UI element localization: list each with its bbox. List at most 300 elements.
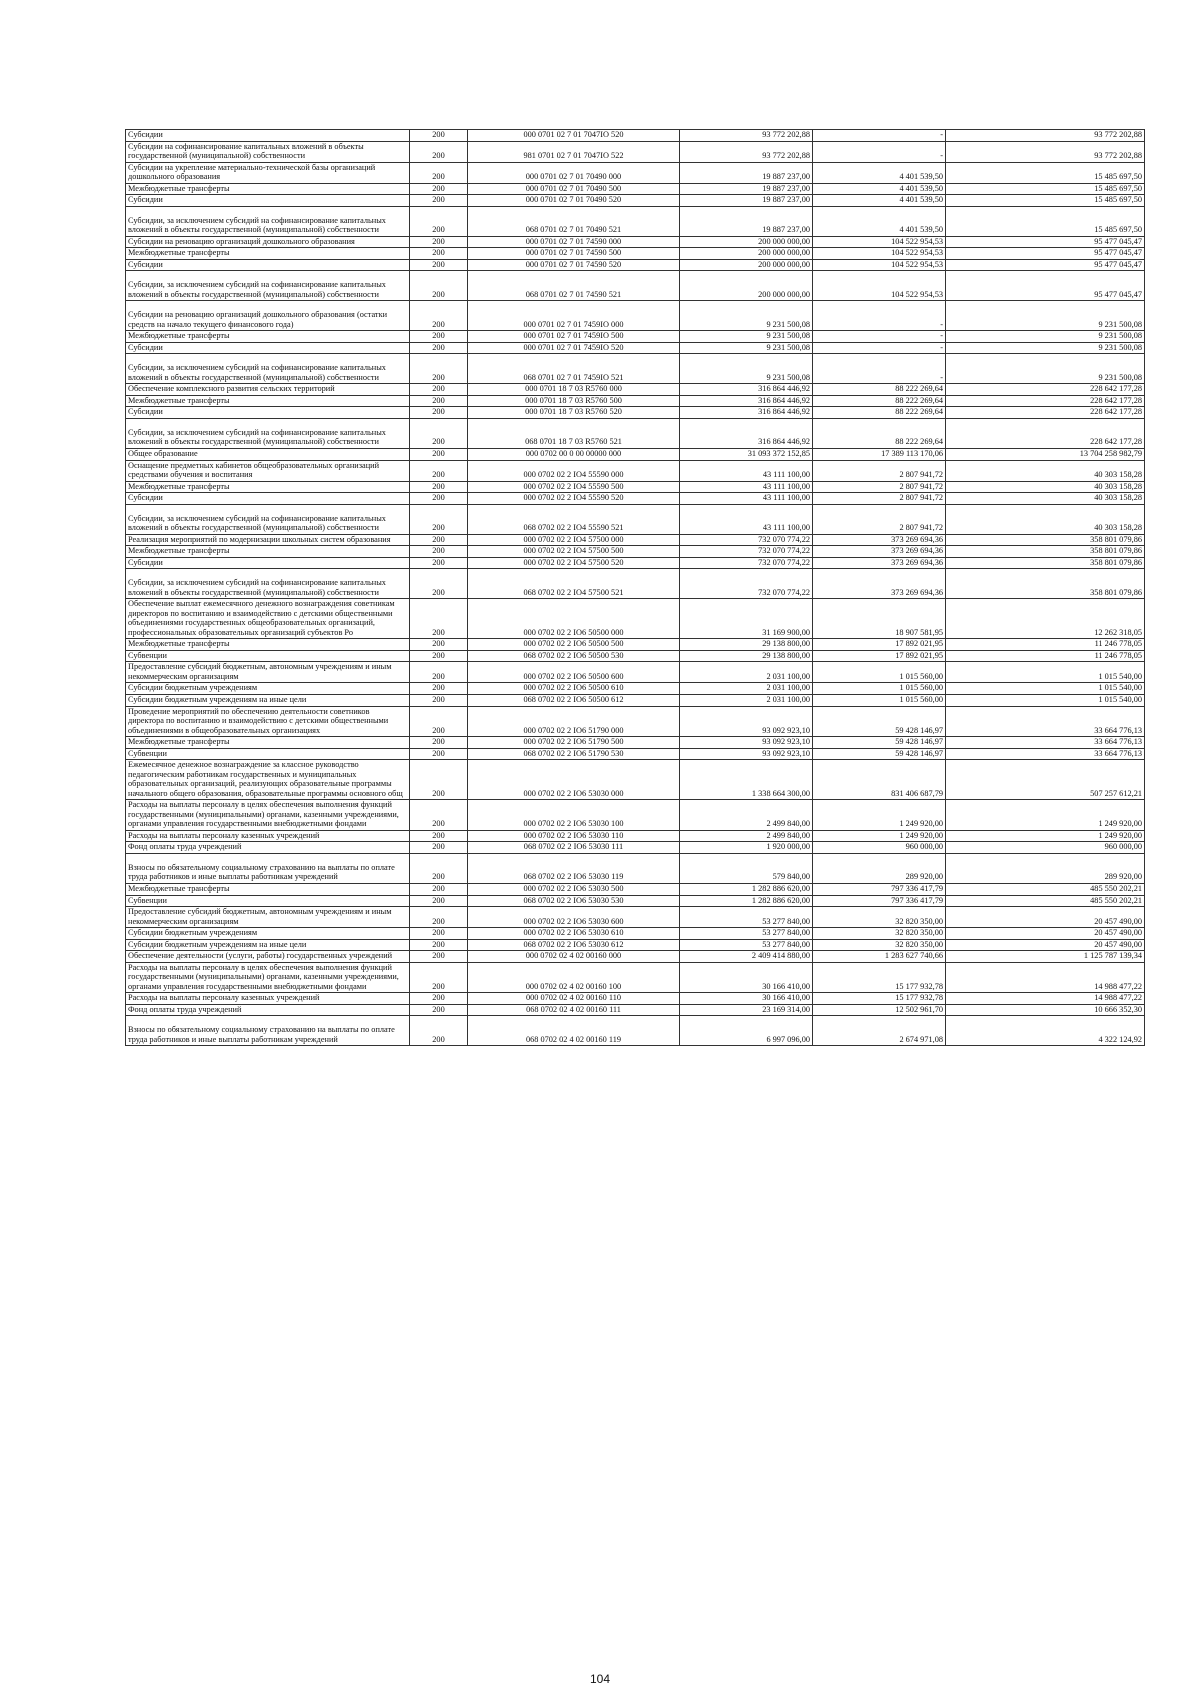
row-code-cell: 200 [410,493,468,505]
row-name-cell: Фонд оплаты труда учреждений [126,842,410,854]
row-kbk-cell: 068 0702 02 2 IO6 53030 612 [468,939,680,951]
row-executed-cell: 15 177 932,78 [813,993,946,1005]
row-name-cell: Субсидии, за исключением субсидий на софинансирование капитальных вложений в объекты государственной (муниципальной) собственности [126,418,410,448]
row-name-cell: Межбюджетные трансферты [126,183,410,195]
row-kbk-cell: 000 0701 02 7 01 74590 500 [468,248,680,260]
row-approved-cell: 30 166 410,00 [680,993,813,1005]
row-kbk-cell: 981 0701 02 7 01 7047IO 522 [468,141,680,162]
row-unexecuted-cell: 93 772 202,88 [946,130,1145,142]
row-name-cell: Субсидии [126,130,410,142]
row-code-cell: 200 [410,895,468,907]
row-code-cell: 200 [410,907,468,928]
table-row [126,928,1145,940]
row-name-cell: Субсидии на реновацию организаций дошкольного образования [126,236,410,248]
row-code-cell: 200 [410,183,468,195]
row-name-cell: Субсидии [126,259,410,271]
row-unexecuted-cell: 1 015 540,00 [946,695,1145,707]
row-approved-cell: 200 000 000,00 [680,271,813,301]
row-unexecuted-cell: 40 303 158,28 [946,481,1145,493]
row-unexecuted-cell: 9 231 500,08 [946,301,1145,331]
row-unexecuted-cell: 358 801 079,86 [946,569,1145,599]
row-code-cell: 200 [410,504,468,534]
row-name-cell: Взносы по обязательному социальному страхованию на выплаты по оплате труда работников и иные выплаты работникам учреждений [126,853,410,883]
table-body [126,130,1145,1046]
row-unexecuted-cell: 1 125 787 139,34 [946,951,1145,963]
row-unexecuted-cell: 358 801 079,86 [946,534,1145,546]
row-approved-cell: 579 840,00 [680,853,813,883]
row-executed-cell: 32 820 350,00 [813,939,946,951]
row-kbk-cell: 000 0702 02 2 IO6 53030 100 [468,800,680,831]
row-code-cell: 200 [410,141,468,162]
row-kbk-cell: 000 0702 02 2 IO6 53030 500 [468,883,680,895]
row-executed-cell: 18 907 581,95 [813,599,946,639]
row-approved-cell: 316 864 446,92 [680,395,813,407]
row-code-cell: 200 [410,130,468,142]
row-kbk-cell: 000 0702 02 4 02 00160 100 [468,962,680,993]
row-kbk-cell: 000 0701 18 7 03 R5760 520 [468,407,680,419]
table-row [126,384,1145,396]
table-row [126,407,1145,419]
row-unexecuted-cell: 93 772 202,88 [946,141,1145,162]
row-code-cell: 200 [410,748,468,760]
row-unexecuted-cell: 228 642 177,28 [946,395,1145,407]
row-unexecuted-cell: 9 231 500,08 [946,354,1145,384]
table-row [126,939,1145,951]
table-row [126,1004,1145,1016]
row-executed-cell: 373 269 694,36 [813,557,946,569]
row-unexecuted-cell: 228 642 177,28 [946,407,1145,419]
table-row [126,842,1145,854]
row-executed-cell: 88 222 269,64 [813,407,946,419]
row-code-cell: 200 [410,331,468,343]
row-name-cell: Субсидии [126,195,410,207]
row-name-cell: Обеспечение выплат ежемесячного денежного вознаграждения советникам директоров по воспитанию и взаимодействию с детскими общественными объединениями государственных общеобразовательных организаций, профессиональных образовательных организаций субъектов Ро [126,599,410,639]
row-name-cell: Обеспечение деятельности (услуги, работы) государственных учреждений [126,951,410,963]
row-executed-cell: 88 222 269,64 [813,384,946,396]
table-row [126,162,1145,183]
row-kbk-cell: 000 0702 02 2 IO4 57500 000 [468,534,680,546]
row-approved-cell: 31 093 372 152,85 [680,448,813,460]
row-name-cell: Субсидии [126,557,410,569]
row-kbk-cell: 000 0701 02 7 01 7459IO 000 [468,301,680,331]
row-name-cell: Субсидии бюджетным учреждениям [126,683,410,695]
table-row [126,650,1145,662]
row-executed-cell: 88 222 269,64 [813,418,946,448]
row-kbk-cell: 068 0702 02 2 IO6 53030 111 [468,842,680,854]
row-name-cell: Субвенции [126,748,410,760]
row-approved-cell: 29 138 800,00 [680,639,813,651]
row-kbk-cell: 000 0702 02 2 IO4 55590 520 [468,493,680,505]
table-row [126,951,1145,963]
row-approved-cell: 2 031 100,00 [680,695,813,707]
row-executed-cell: 104 522 954,53 [813,271,946,301]
row-executed-cell: 12 502 961,70 [813,1004,946,1016]
row-code-cell: 200 [410,418,468,448]
row-kbk-cell: 068 0702 02 4 02 00160 119 [468,1016,680,1046]
row-name-cell: Оснащение предметных кабинетов общеобразовательных организаций средствами обучения и воспитания [126,460,410,481]
row-name-cell: Субсидии [126,493,410,505]
row-executed-cell: 2 807 941,72 [813,493,946,505]
row-kbk-cell: 000 0702 02 2 IO6 53030 000 [468,760,680,800]
row-approved-cell: 93 772 202,88 [680,130,813,142]
row-executed-cell: 2 807 941,72 [813,460,946,481]
table-row [126,534,1145,546]
row-approved-cell: 93 772 202,88 [680,141,813,162]
row-executed-cell: 59 428 146,97 [813,748,946,760]
row-approved-cell: 2 031 100,00 [680,662,813,683]
row-approved-cell: 2 031 100,00 [680,683,813,695]
row-executed-cell: 17 389 113 170,06 [813,448,946,460]
table-row [126,760,1145,800]
row-executed-cell: 831 406 687,79 [813,760,946,800]
table-row [126,448,1145,460]
table-row [126,895,1145,907]
row-code-cell: 200 [410,706,468,737]
table-row [126,569,1145,599]
row-kbk-cell: 068 0702 02 2 IO6 53030 119 [468,853,680,883]
row-executed-cell: 15 177 932,78 [813,962,946,993]
row-name-cell: Субсидии, за исключением субсидий на софинансирование капитальных вложений в объекты государственной (муниципальной) собственности [126,504,410,534]
table-row [126,331,1145,343]
row-kbk-cell: 068 0702 02 2 IO6 53030 530 [468,895,680,907]
row-executed-cell: 4 401 539,50 [813,195,946,207]
row-approved-cell: 31 169 900,00 [680,599,813,639]
row-kbk-cell: 068 0702 02 2 IO4 57500 521 [468,569,680,599]
table-row [126,557,1145,569]
row-name-cell: Субсидии, за исключением субсидий на софинансирование капитальных вложений в объекты государственной (муниципальной) собственности [126,271,410,301]
row-approved-cell: 1 920 000,00 [680,842,813,854]
row-code-cell: 200 [410,162,468,183]
row-approved-cell: 93 092 923,10 [680,706,813,737]
table-row [126,830,1145,842]
row-approved-cell: 316 864 446,92 [680,418,813,448]
table-row [126,271,1145,301]
row-kbk-cell: 000 0702 02 2 IO6 51790 500 [468,737,680,749]
row-executed-cell: 1 015 560,00 [813,695,946,707]
row-unexecuted-cell: 228 642 177,28 [946,418,1145,448]
row-unexecuted-cell: 13 704 258 982,79 [946,448,1145,460]
row-approved-cell: 9 231 500,08 [680,301,813,331]
table-row [126,883,1145,895]
row-name-cell: Предоставление субсидий бюджетным, автономным учреждениям и иным некоммерческим организациям [126,907,410,928]
row-executed-cell: 32 820 350,00 [813,928,946,940]
table-row [126,130,1145,142]
row-name-cell: Обеспечение комплексного развития сельских территорий [126,384,410,396]
row-approved-cell: 732 070 774,22 [680,534,813,546]
table-row [126,418,1145,448]
row-code-cell: 200 [410,481,468,493]
table-row [126,460,1145,481]
row-approved-cell: 200 000 000,00 [680,248,813,260]
row-name-cell: Субсидии, за исключением субсидий на софинансирование капитальных вложений в объекты государственной (муниципальной) собственности [126,354,410,384]
row-name-cell: Расходы на выплаты персоналу казенных учреждений [126,830,410,842]
row-executed-cell: 17 892 021,95 [813,639,946,651]
row-executed-cell: 59 428 146,97 [813,706,946,737]
row-code-cell: 200 [410,546,468,558]
row-executed-cell: 104 522 954,53 [813,236,946,248]
row-code-cell: 200 [410,569,468,599]
table-row [126,354,1145,384]
row-name-cell: Субсидии на укрепление материально-технической базы организаций дошкольного образования [126,162,410,183]
table-row [126,800,1145,831]
table-row [126,737,1145,749]
row-executed-cell: 32 820 350,00 [813,907,946,928]
row-kbk-cell: 000 0702 02 2 IO4 55590 500 [468,481,680,493]
row-executed-cell: 373 269 694,36 [813,534,946,546]
table-row [126,748,1145,760]
row-name-cell: Субсидии, за исключением субсидий на софинансирование капитальных вложений в объекты государственной (муниципальной) собственности [126,206,410,236]
row-code-cell: 200 [410,951,468,963]
row-code-cell: 200 [410,271,468,301]
table-row [126,853,1145,883]
row-executed-cell: 2 807 941,72 [813,504,946,534]
row-approved-cell: 93 092 923,10 [680,748,813,760]
row-approved-cell: 9 231 500,08 [680,354,813,384]
row-unexecuted-cell: 507 257 612,21 [946,760,1145,800]
row-code-cell: 200 [410,301,468,331]
row-code-cell: 200 [410,354,468,384]
budget-execution-table [125,129,1145,1046]
row-name-cell: Субсидии [126,342,410,354]
row-approved-cell: 19 887 237,00 [680,206,813,236]
table-row [126,993,1145,1005]
row-approved-cell: 6 997 096,00 [680,1016,813,1046]
row-executed-cell: - [813,301,946,331]
row-name-cell: Межбюджетные трансферты [126,481,410,493]
table-row [126,236,1145,248]
row-kbk-cell: 000 0702 00 0 00 00000 000 [468,448,680,460]
row-name-cell: Субсидии бюджетным учреждениям [126,928,410,940]
row-unexecuted-cell: 15 485 697,50 [946,206,1145,236]
row-unexecuted-cell: 1 015 540,00 [946,662,1145,683]
row-approved-cell: 316 864 446,92 [680,384,813,396]
row-unexecuted-cell: 10 666 352,30 [946,1004,1145,1016]
row-code-cell: 200 [410,557,468,569]
row-approved-cell: 9 231 500,08 [680,331,813,343]
row-code-cell: 200 [410,853,468,883]
row-unexecuted-cell: 9 231 500,08 [946,342,1145,354]
table-row [126,395,1145,407]
row-name-cell: Взносы по обязательному социальному страхованию на выплаты по оплате труда работников и иные выплаты работникам учреждений [126,1016,410,1046]
row-kbk-cell: 000 0702 02 4 02 00160 000 [468,951,680,963]
row-executed-cell: - [813,141,946,162]
row-name-cell: Расходы на выплаты персоналу казенных учреждений [126,993,410,1005]
row-kbk-cell: 068 0702 02 2 IO4 55590 521 [468,504,680,534]
row-unexecuted-cell: 1 249 920,00 [946,800,1145,831]
row-name-cell: Расходы на выплаты персоналу в целях обеспечения выполнения функций государственными (муниципальными) органами, казенными учреждениями, органами управления государственными внебюджетными фондами [126,800,410,831]
row-executed-cell: 2 807 941,72 [813,481,946,493]
row-name-cell: Предоставление субсидий бюджетным, автономным учреждениям и иным некоммерческим организациям [126,662,410,683]
row-code-cell: 200 [410,883,468,895]
row-kbk-cell: 000 0702 02 2 IO6 51790 000 [468,706,680,737]
row-approved-cell: 732 070 774,22 [680,546,813,558]
table-row [126,301,1145,331]
row-executed-cell: 960 000,00 [813,842,946,854]
row-executed-cell: 1 015 560,00 [813,683,946,695]
row-executed-cell: 104 522 954,53 [813,248,946,260]
row-name-cell: Проведение мероприятий по обеспечению деятельности советников директора по воспитанию и взаимодействию с детскими общественными объединениями в общеобразовательных организациях [126,706,410,737]
row-kbk-cell: 068 0702 02 2 IO6 50500 530 [468,650,680,662]
row-executed-cell: 289 920,00 [813,853,946,883]
row-name-cell: Субсидии [126,407,410,419]
row-approved-cell: 1 338 664 300,00 [680,760,813,800]
row-code-cell: 200 [410,195,468,207]
row-unexecuted-cell: 960 000,00 [946,842,1145,854]
row-executed-cell: 1 015 560,00 [813,662,946,683]
row-approved-cell: 43 111 100,00 [680,493,813,505]
row-kbk-cell: 000 0702 02 2 IO6 50500 000 [468,599,680,639]
row-approved-cell: 43 111 100,00 [680,504,813,534]
table-row [126,342,1145,354]
row-name-cell: Межбюджетные трансферты [126,883,410,895]
page-number: 104 [589,1672,611,1686]
row-code-cell: 200 [410,1004,468,1016]
row-approved-cell: 53 277 840,00 [680,907,813,928]
row-approved-cell: 53 277 840,00 [680,928,813,940]
row-kbk-cell: 068 0701 02 7 01 74590 521 [468,271,680,301]
table-row [126,662,1145,683]
row-approved-cell: 19 887 237,00 [680,162,813,183]
row-unexecuted-cell: 1 249 920,00 [946,830,1145,842]
row-unexecuted-cell: 12 262 318,05 [946,599,1145,639]
table-row [126,706,1145,737]
row-kbk-cell: 000 0701 02 7 01 7047IO 520 [468,130,680,142]
row-code-cell: 200 [410,342,468,354]
table-row [126,639,1145,651]
table-row [126,141,1145,162]
row-code-cell: 200 [410,842,468,854]
row-code-cell: 200 [410,650,468,662]
row-kbk-cell: 000 0702 02 2 IO6 50500 500 [468,639,680,651]
table-row [126,206,1145,236]
row-approved-cell: 200 000 000,00 [680,236,813,248]
row-name-cell: Субвенции [126,650,410,662]
table-row [126,546,1145,558]
row-approved-cell: 93 092 923,10 [680,737,813,749]
row-executed-cell: 373 269 694,36 [813,546,946,558]
row-unexecuted-cell: 33 664 776,13 [946,748,1145,760]
row-executed-cell: 2 674 971,08 [813,1016,946,1046]
row-code-cell: 200 [410,962,468,993]
row-kbk-cell: 000 0702 02 4 02 00160 110 [468,993,680,1005]
row-unexecuted-cell: 40 303 158,28 [946,493,1145,505]
table-row [126,683,1145,695]
row-unexecuted-cell: 40 303 158,28 [946,504,1145,534]
row-kbk-cell: 000 0701 18 7 03 R5760 000 [468,384,680,396]
row-code-cell: 200 [410,407,468,419]
row-unexecuted-cell: 14 988 477,22 [946,962,1145,993]
row-executed-cell: 59 428 146,97 [813,737,946,749]
row-code-cell: 200 [410,993,468,1005]
row-kbk-cell: 000 0701 02 7 01 7459IO 500 [468,331,680,343]
row-name-cell: Межбюджетные трансферты [126,395,410,407]
row-name-cell: Межбюджетные трансферты [126,546,410,558]
row-unexecuted-cell: 228 642 177,28 [946,384,1145,396]
table-row [126,493,1145,505]
row-name-cell: Межбюджетные трансферты [126,737,410,749]
row-unexecuted-cell: 95 477 045,47 [946,248,1145,260]
row-kbk-cell: 000 0702 02 2 IO6 50500 610 [468,683,680,695]
row-approved-cell: 316 864 446,92 [680,407,813,419]
row-code-cell: 200 [410,448,468,460]
row-approved-cell: 29 138 800,00 [680,650,813,662]
row-executed-cell: 4 401 539,50 [813,206,946,236]
row-executed-cell: 4 401 539,50 [813,183,946,195]
row-kbk-cell: 068 0702 02 2 IO6 50500 612 [468,695,680,707]
row-code-cell: 200 [410,384,468,396]
row-unexecuted-cell: 20 457 490,00 [946,907,1145,928]
row-kbk-cell: 000 0702 02 2 IO4 57500 520 [468,557,680,569]
row-approved-cell: 19 887 237,00 [680,183,813,195]
row-unexecuted-cell: 20 457 490,00 [946,928,1145,940]
row-executed-cell: 104 522 954,53 [813,259,946,271]
table-row [126,259,1145,271]
row-unexecuted-cell: 11 246 778,05 [946,650,1145,662]
row-name-cell: Субсидии бюджетным учреждениям на иные цели [126,695,410,707]
row-name-cell: Субвенции [126,895,410,907]
row-executed-cell: - [813,342,946,354]
row-code-cell: 200 [410,236,468,248]
row-executed-cell: 373 269 694,36 [813,569,946,599]
row-unexecuted-cell: 4 322 124,92 [946,1016,1145,1046]
row-kbk-cell: 068 0701 02 7 01 7459IO 521 [468,354,680,384]
row-unexecuted-cell: 33 664 776,13 [946,737,1145,749]
row-unexecuted-cell: 358 801 079,86 [946,546,1145,558]
row-code-cell: 200 [410,534,468,546]
table-row [126,962,1145,993]
row-code-cell: 200 [410,599,468,639]
row-code-cell: 200 [410,206,468,236]
row-executed-cell: 88 222 269,64 [813,395,946,407]
row-unexecuted-cell: 358 801 079,86 [946,557,1145,569]
row-code-cell: 200 [410,939,468,951]
row-code-cell: 200 [410,395,468,407]
row-executed-cell: 797 336 417,79 [813,895,946,907]
row-name-cell: Субсидии на реновацию организаций дошкольного образования (остатки средств на начало текущего финансового года) [126,301,410,331]
row-executed-cell: 17 892 021,95 [813,650,946,662]
row-unexecuted-cell: 40 303 158,28 [946,460,1145,481]
row-code-cell: 200 [410,800,468,831]
row-kbk-cell: 000 0701 02 7 01 74590 520 [468,259,680,271]
table-row [126,248,1145,260]
row-kbk-cell: 068 0702 02 4 02 00160 111 [468,1004,680,1016]
row-kbk-cell: 000 0702 02 2 IO6 53030 110 [468,830,680,842]
row-executed-cell: 1 283 627 740,66 [813,951,946,963]
row-unexecuted-cell: 15 485 697,50 [946,162,1145,183]
row-code-cell: 200 [410,460,468,481]
row-code-cell: 200 [410,760,468,800]
row-approved-cell: 2 499 840,00 [680,800,813,831]
row-kbk-cell: 068 0702 02 2 IO6 51790 530 [468,748,680,760]
row-kbk-cell: 068 0701 18 7 03 R5760 521 [468,418,680,448]
row-kbk-cell: 000 0701 02 7 01 7459IO 520 [468,342,680,354]
row-executed-cell: 797 336 417,79 [813,883,946,895]
row-kbk-cell: 068 0701 02 7 01 70490 521 [468,206,680,236]
table-row [126,599,1145,639]
row-code-cell: 200 [410,830,468,842]
row-approved-cell: 19 887 237,00 [680,195,813,207]
row-name-cell: Фонд оплаты труда учреждений [126,1004,410,1016]
row-unexecuted-cell: 14 988 477,22 [946,993,1145,1005]
row-code-cell: 200 [410,683,468,695]
row-kbk-cell: 000 0701 18 7 03 R5760 500 [468,395,680,407]
table-row [126,183,1145,195]
row-name-cell: Субсидии бюджетным учреждениям на иные цели [126,939,410,951]
table-row [126,504,1145,534]
row-executed-cell: 4 401 539,50 [813,162,946,183]
row-name-cell: Общее образование [126,448,410,460]
row-code-cell: 200 [410,737,468,749]
